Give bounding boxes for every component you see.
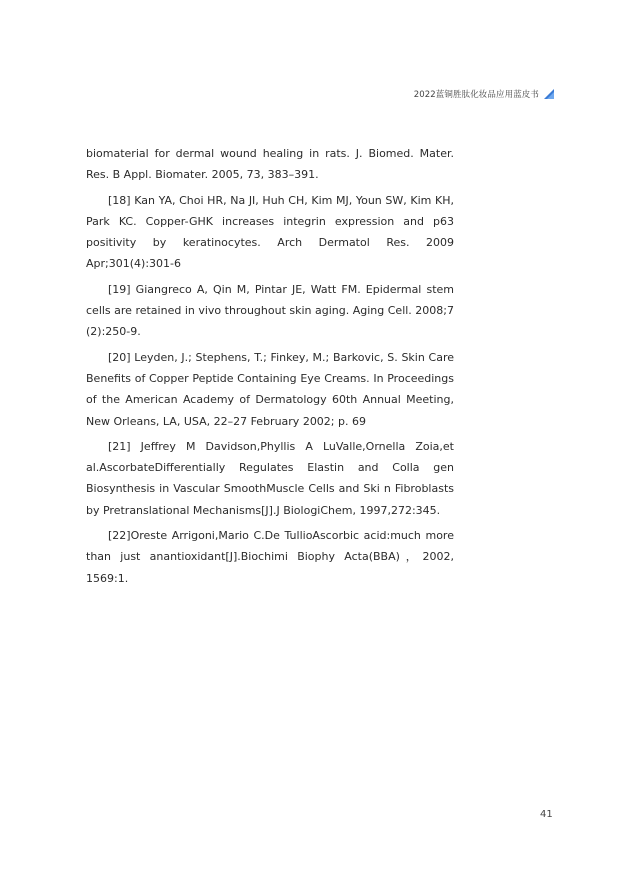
reference-21: [21] Jeffrey M Davidson,Phyllis A LuValle,Ornella Zoia,et al.AscorbateDifferentially Regulates Elastin and Colla gen Biosynthesis in Vascular SmoothMuscle Cells and Ski n Fibroblasts by Pretranslational Mechanisms[J].J BiologiChem, 1997,272:345. [86,439,454,517]
header-title: 2022蓝铜胜肽化妆品应用蓝皮书 [413,90,539,100]
references-body [86,143,454,589]
reference-22: [22]Oreste Arrigoni,Mario C.De TullioAscorbic acid:much more than just anantioxidant[J].Biochimi Biophy Acta(BBA)，2002, 1569:1. [86,529,454,585]
page-header [414,88,554,100]
blue-triangle-icon [544,89,554,99]
reference-19: [19] Giangreco A, Qin M, Pintar JE, Watt FM. Epidermal stem cells are retained in vivo throughout skin aging. Aging Cell. 2008;7 (2):250-9. [86,282,454,339]
reference-18: [18] Kan YA, Choi HR, Na JI, Huh CH, Kim MJ, Youn SW, Kim KH, Park KC. Copper-GHK increases integrin expression and p63 positivity by keratinocytes. Arch Dermatol Res. 2009 Apr;301(4):301-6 [86,193,454,271]
reference-17-continued: biomaterial for dermal wound healing in rats. J. Biomed. Mater. Res. B Appl. Biomater. 2005, 73, 383–391. [86,147,454,182]
page-number: 41 [540,809,553,820]
reference-20: [20] Leyden, J.; Stephens, T.; Finkey, M.; Barkovic, S. Skin Care Benefits of Copper Peptide Containing Eye Creams. In Proceedings of the American Academy of Dermatology 60th Annual Meeting, New Orleans, LA, USA, 22–27 February 2002; p. 69 [86,350,454,428]
